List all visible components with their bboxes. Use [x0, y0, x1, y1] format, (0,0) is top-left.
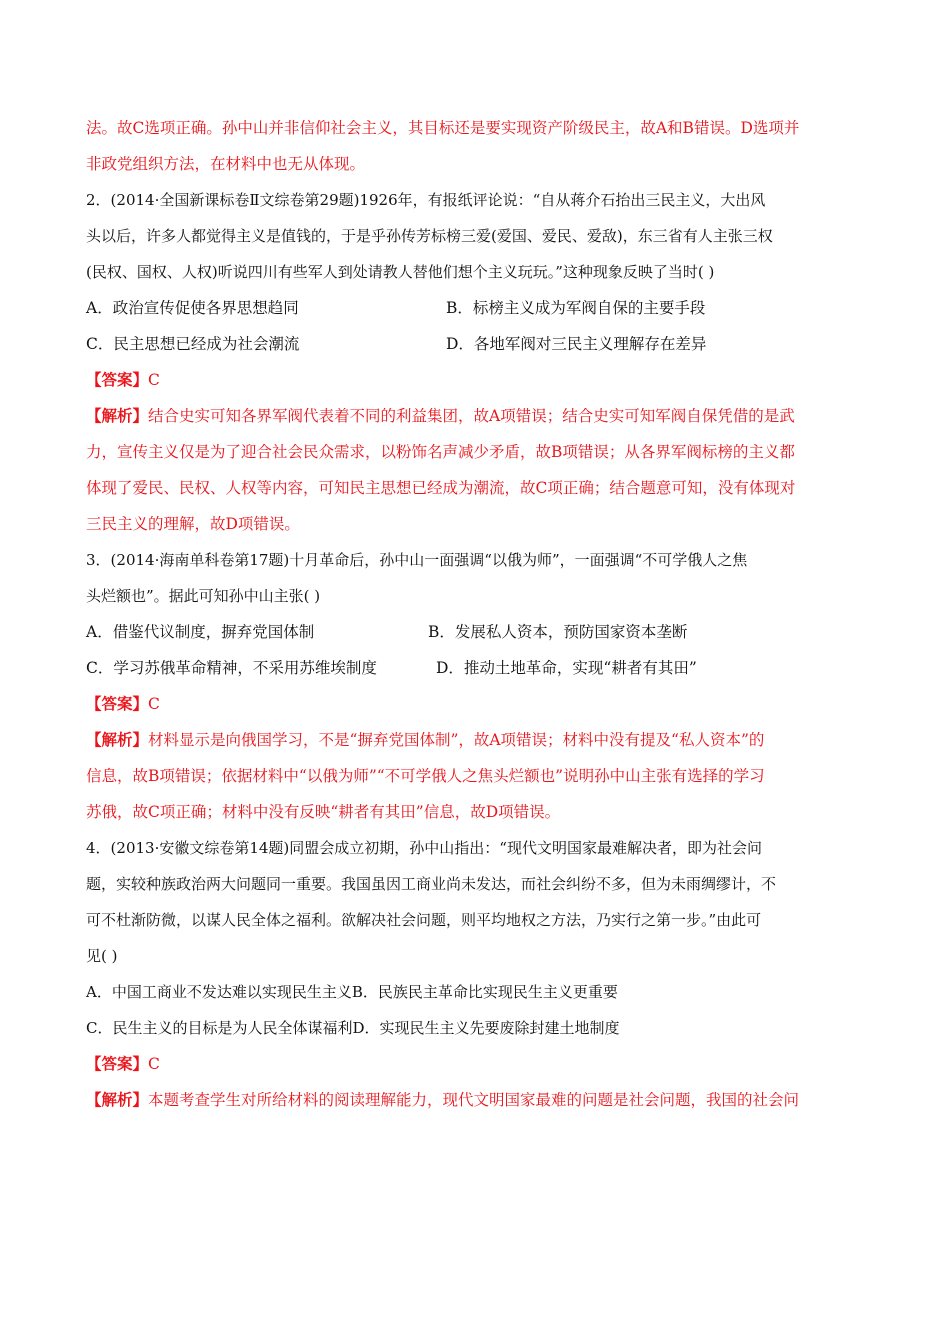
option-b: B．发展私人资本，预防国家资本垄断: [428, 623, 688, 641]
question-2: [86, 182, 866, 542]
answer-value: C: [148, 695, 160, 713]
analysis-text: 结合史实可知各界军阀代表着不同的利益集团，故A项错误；结合史实可知军阀自保凭借的是武: [148, 407, 795, 425]
question-stem-line: 头以后，许多人都觉得主义是值钱的，于是乎孙传芳标榜三爱(爱国、爱民、爱敌)，东三省有人主张三权: [86, 227, 773, 245]
option-b: B．标榜主义成为军阀自保的主要手段: [446, 299, 706, 317]
options-line: C．民生主义的目标是为人民全体谋福利D．实现民生主义先要废除封建土地制度: [86, 1019, 620, 1037]
analysis-label: 【解析】: [86, 406, 149, 425]
option-a: A．借鉴代议制度，摒弃党国体制: [86, 623, 315, 641]
options-row: [86, 326, 866, 362]
analysis-text: 材料显示是向俄国学习，不是“摒弃党国体制”，故A项错误；材料中没有提及“私人资本”的: [148, 731, 765, 749]
option-d: D．推动土地革命，实现“耕者有其田”: [436, 659, 697, 677]
answer-label: 【答案】: [86, 370, 149, 389]
analysis-line: [86, 1082, 866, 1118]
question-stem-line: 3．(2014·海南单科卷第17题)十月革命后，孙中山一面强调“以俄为师”，一面强调“不可学俄人之焦: [86, 551, 748, 569]
analysis-text: 本题考查学生对所给材料的阅读理解能力，现代文明国家最难的问题是社会问题，我国的社会问: [148, 1091, 800, 1109]
text-line: 法。故C选项正确。孙中山并非信仰社会主义，其目标还是要实现资产阶级民主，故A和B错误。D选项并: [86, 119, 800, 137]
analysis-line: 三民主义的理解，故D项错误。: [86, 515, 300, 533]
question-stem-line: 4．(2013·安徽文综卷第14题)同盟会成立初期，孙中山指出：“现代文明国家最难解决者，即为社会问: [86, 839, 762, 857]
options-line: A．中国工商业不发达难以实现民生主义B．民族民主革命比实现民生主义更重要: [86, 983, 618, 1001]
question-4: [86, 830, 866, 1118]
previous-analysis-continuation: [86, 110, 866, 182]
analysis-line: 力，宣传主义仅是为了迎合社会民众需求，以粉饰名声减少矛盾，故B项错误；从各界军阀标榜的主义都: [86, 443, 795, 461]
analysis-line: 体现了爱民、民权、人权等内容，可知民主思想已经成为潮流，故C项正确；结合题意可知，没有体现对: [86, 479, 796, 497]
question-stem-line: 题，实较种族政治两大问题同一重要。我国虽因工商业尚未发达，而社会纠纷不多，但为未雨绸缪计，不: [86, 875, 777, 893]
options-row: [86, 290, 866, 326]
analysis-label: 【解析】: [86, 1090, 149, 1109]
question-stem-line: (民权、国权、人权)听说四川有些军人到处请教人替他们想个主义玩玩。”这种现象反映了当时( ): [86, 263, 715, 281]
answer-line: [86, 362, 866, 398]
answer-line: [86, 1046, 866, 1082]
question-stem-line: 2．(2014·全国新课标卷Ⅱ文综卷第29题)1926年，有报纸评论说：“自从蒋介石抬出三民主义，大出风: [86, 191, 766, 209]
answer-label: 【答案】: [86, 694, 149, 713]
answer-label: 【答案】: [86, 1054, 149, 1073]
question-stem-line: 头烂额也”。据此可知孙中山主张( ): [86, 587, 321, 605]
option-d: D．各地军阀对三民主义理解存在差异: [446, 335, 707, 353]
options-row: [86, 650, 866, 686]
analysis-line: [86, 722, 866, 758]
answer-value: C: [148, 371, 160, 389]
analysis-line: 苏俄，故C项正确；材料中没有反映“耕者有其田”信息，故D项错误。: [86, 803, 561, 821]
analysis-line: 信息，故B项错误；依据材料中“以俄为师”“不可学俄人之焦头烂额也”说明孙中山主张有选择的学习: [86, 767, 765, 785]
options-row: [86, 614, 866, 650]
question-3: [86, 542, 866, 830]
analysis-line: [86, 398, 866, 434]
option-a: A．政治宣传促使各界思想趋同: [86, 299, 299, 317]
analysis-label: 【解析】: [86, 730, 149, 749]
question-stem-line: 可不杜渐防微，以谋人民全体之福利。欲解决社会问题，则平均地权之方法，乃实行之第一步。”由此可: [86, 911, 762, 929]
answer-line: [86, 686, 866, 722]
option-c: C．学习苏俄革命精神，不采用苏维埃制度: [86, 659, 377, 677]
text-line: 非政党组织方法，在材料中也无从体现。: [86, 155, 366, 173]
document-content: [86, 110, 866, 1118]
answer-value: C: [148, 1055, 160, 1073]
option-c: C．民主思想已经成为社会潮流: [86, 335, 300, 353]
question-stem-line: 见( ): [86, 947, 118, 965]
